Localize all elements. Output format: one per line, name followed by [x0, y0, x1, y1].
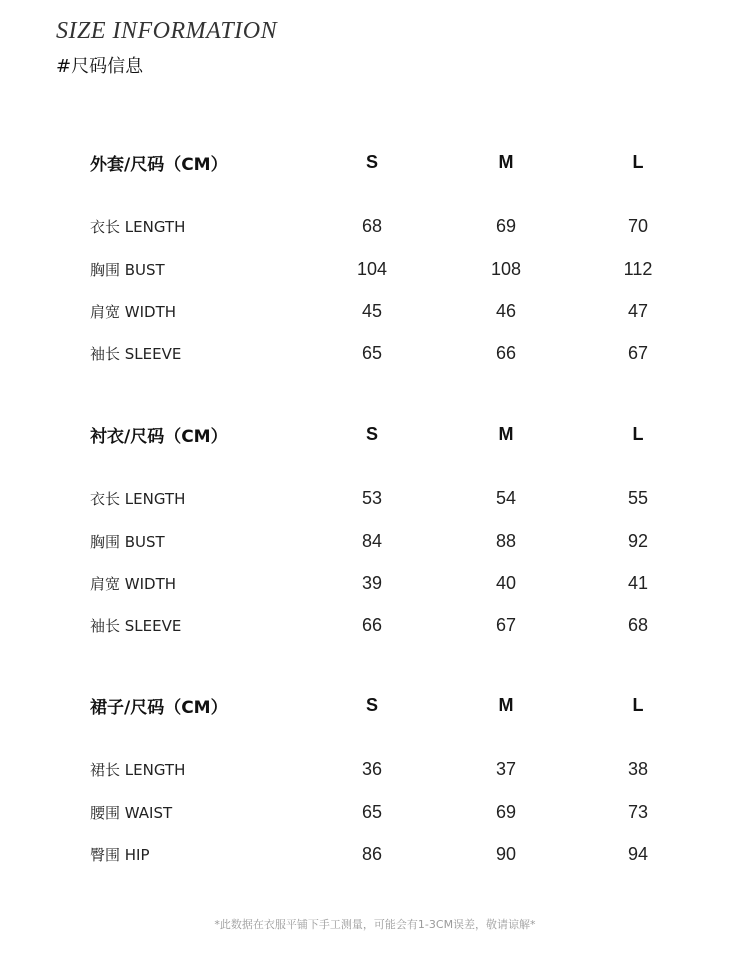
size-header-l: L [632, 424, 644, 444]
value-s: 104 [356, 259, 388, 279]
table-header-label: 衬衣/尺码（CM） [90, 427, 228, 447]
table-row [0, 301, 750, 325]
value-l: 67 [627, 343, 649, 363]
row-label: 袖长 SLEEVE [90, 345, 182, 363]
value-l: 47 [627, 301, 649, 321]
value-m: 37 [495, 759, 517, 779]
value-s: 84 [361, 531, 383, 551]
value-m: 88 [495, 531, 517, 551]
page-title: SIZE INFORMATION [56, 18, 278, 44]
table-header-label: 裙子/尺码（CM） [90, 698, 228, 718]
value-s: 45 [361, 301, 383, 321]
row-label: 衣长 LENGTH [90, 490, 186, 508]
value-m: 69 [495, 802, 517, 822]
value-s: 86 [361, 844, 383, 864]
row-label: 肩宽 WIDTH [90, 575, 177, 593]
row-label: 裙长 LENGTH [90, 761, 186, 779]
value-s: 68 [361, 216, 383, 236]
table-row [0, 802, 750, 826]
size-header-m: M [498, 695, 514, 715]
value-m: 66 [495, 343, 517, 363]
table-row [0, 216, 750, 240]
value-l: 92 [627, 531, 649, 551]
table-row [0, 615, 750, 639]
size-header-l: L [632, 695, 644, 715]
value-s: 53 [361, 488, 383, 508]
value-s: 65 [361, 343, 383, 363]
value-m: 46 [495, 301, 517, 321]
row-label: 肩宽 WIDTH [90, 303, 177, 321]
row-label: 胸围 BUST [90, 261, 165, 279]
value-l: 55 [627, 488, 649, 508]
size-header-m: M [498, 424, 514, 444]
value-l: 70 [627, 216, 649, 236]
table-row [0, 343, 750, 367]
row-label: 胸围 BUST [90, 533, 165, 551]
value-s: 36 [361, 759, 383, 779]
row-label: 袖长 SLEEVE [90, 617, 182, 635]
row-label: 衣长 LENGTH [90, 218, 186, 236]
value-m: 90 [495, 844, 517, 864]
value-s: 39 [361, 573, 383, 593]
size-header-m: M [498, 152, 514, 172]
value-l: 68 [627, 615, 649, 635]
table-header-label: 外套/尺码（CM） [90, 155, 228, 175]
size-header-s: S [365, 424, 378, 444]
value-s: 65 [361, 802, 383, 822]
value-m: 40 [495, 573, 517, 593]
table-row [0, 844, 750, 868]
row-label: 腰围 WAIST [90, 804, 173, 822]
value-l: 41 [627, 573, 649, 593]
size-header-s: S [365, 695, 378, 715]
value-m: 54 [495, 488, 517, 508]
value-l: 73 [627, 802, 649, 822]
row-label: 臀围 HIP [90, 846, 150, 864]
page-subtitle: #尺码信息 [56, 56, 144, 77]
table-row [0, 488, 750, 512]
size-header-s: S [365, 152, 378, 172]
measurement-footnote: *此数据在衣服平铺下手工测量，可能会有1-3CM误差，敬请谅解* [214, 918, 536, 931]
table-row [0, 531, 750, 555]
value-s: 66 [361, 615, 383, 635]
value-l: 38 [627, 759, 649, 779]
table-row [0, 573, 750, 597]
value-l: 112 [623, 259, 653, 279]
value-l: 94 [627, 844, 649, 864]
value-m: 67 [495, 615, 517, 635]
size-header-l: L [632, 152, 644, 172]
value-m: 69 [495, 216, 517, 236]
table-row [0, 259, 750, 283]
table-row [0, 759, 750, 783]
value-m: 108 [490, 259, 522, 279]
